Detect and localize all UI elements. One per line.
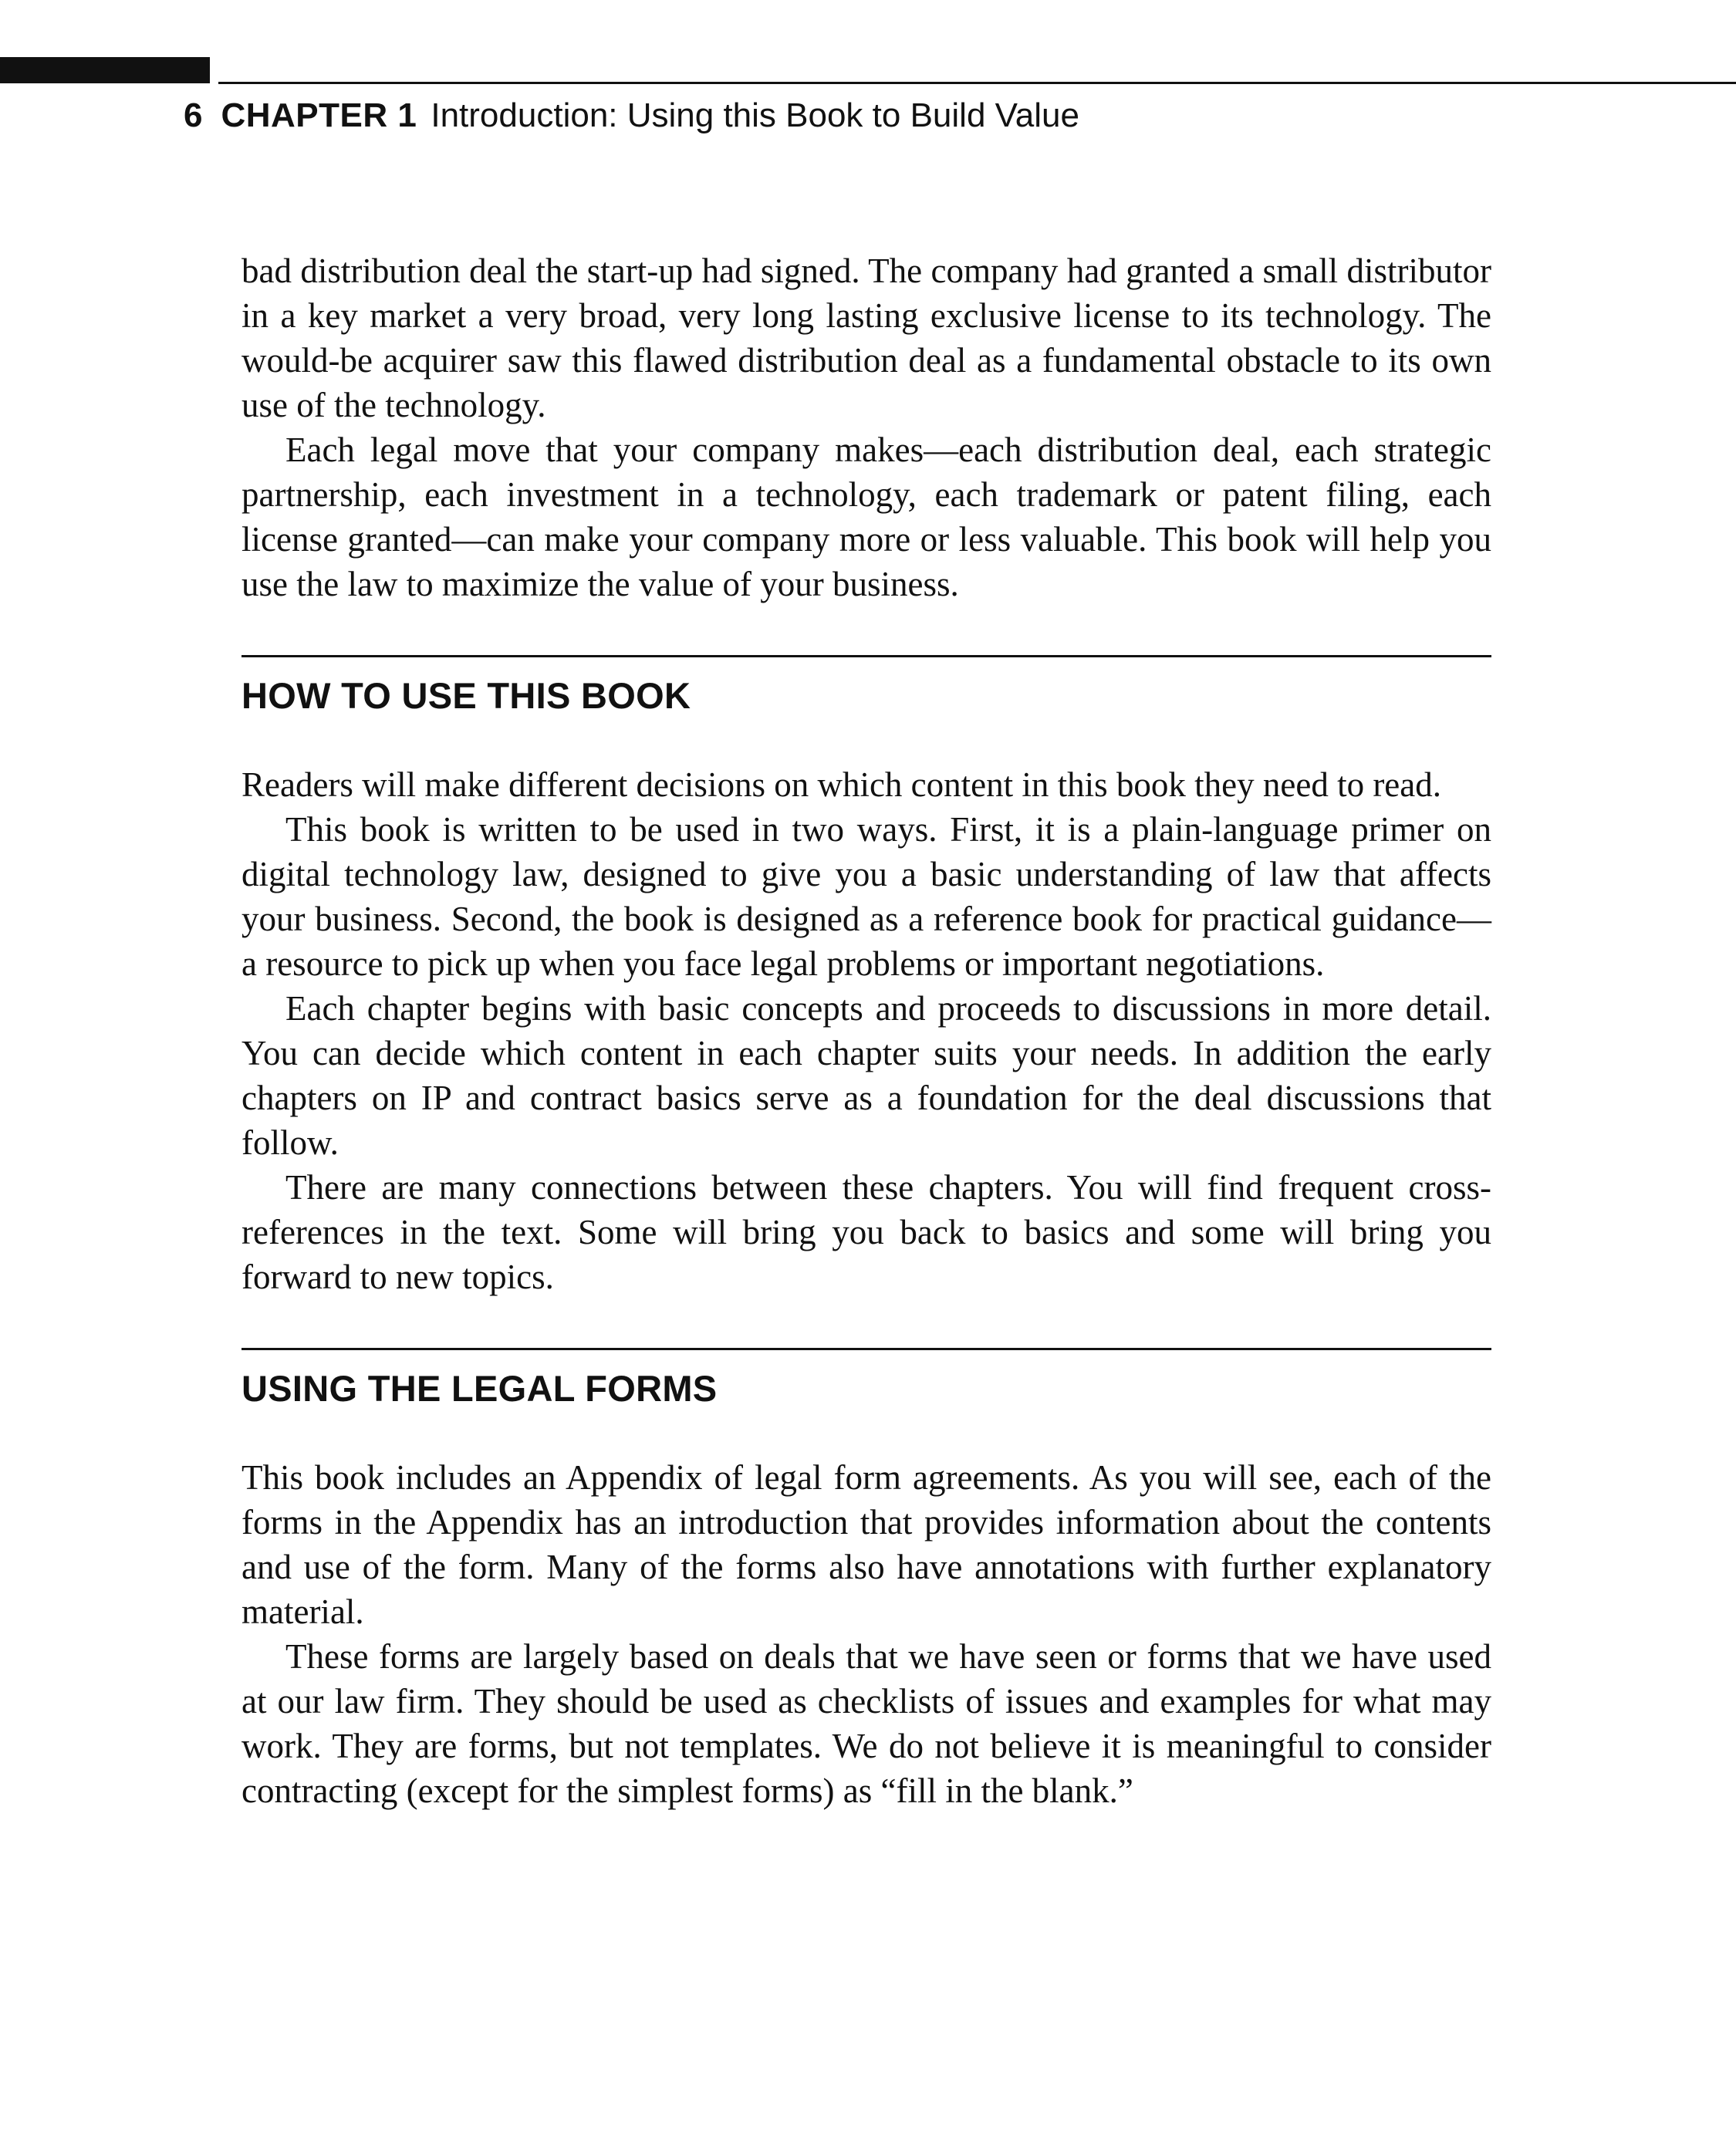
body-paragraph: These forms are largely based on deals that we have seen or forms that we have used at our law firm. They should be used as checklists of issues and examples for what may work. They are forms, but not templates. We do not believe it is meaningful to consider contracting (except for the simplest forms) as “fill in the blank.”: [241, 1637, 1491, 1810]
section-rule: [241, 655, 1491, 657]
page-number: 6: [184, 96, 203, 134]
chapter-label: CHAPTER 1: [221, 96, 417, 134]
body-paragraph: Readers will make different decisions on which content in this book they need to read.: [241, 765, 1442, 804]
body-paragraph: This book includes an Appendix of legal form agreements. As you will see, each of the forms in the Appendix has an introduction that provides information about the contents and use of the form. Many of the forms also have annotations with further explanatory material.: [241, 1458, 1491, 1631]
chapter-title: Introduction: Using this Book to Build Value: [431, 96, 1079, 134]
running-head: [184, 93, 1079, 139]
body-paragraph: Each legal move that your company makes—each distribution deal, each strategic partnership, each investment in a technology, each trademark or patent filing, each license granted—can make your company more or less valuable. This book will help you use the law to maximize the value of your business.: [241, 431, 1491, 603]
body-paragraph: bad distribution deal the start-up had signed. The company had granted a small distributor in a key market a very broad, very long lasting exclusive license to its technology. The would-be acquirer saw this flawed distribution deal as a fundamental obstacle to its own use of the technology.: [241, 252, 1491, 424]
header-rule: [218, 82, 1736, 84]
section-how-to-use: [241, 655, 1491, 1299]
body-paragraph: Each chapter begins with basic concepts and proceeds to discussions in more detail. You can decide which content in each chapter suits your needs. In addition the early chapters on IP and contract basics serve as a foundation for the deal discussions that follow.: [241, 989, 1491, 1162]
header-black-bar: [0, 57, 210, 83]
page-body: [241, 248, 1491, 1813]
body-paragraph: There are many connections between these chapters. You will find frequent cross-references in the text. Some will bring you back to basics and some will bring you forward to new topics.: [241, 1168, 1491, 1296]
section-rule: [241, 1348, 1491, 1350]
section-legal-forms: [241, 1348, 1491, 1813]
body-paragraph: This book is written to be used in two ways. First, it is a plain-language primer on digital technology law, designed to give you a basic understanding of law that affects your business. Second, the book is designed as a reference book for practical guidance—a resource to pick up when you face legal problems or important negotiations.: [241, 810, 1491, 983]
section-heading: USING THE LEGAL FORMS: [241, 1368, 718, 1409]
section-heading: HOW TO USE THIS BOOK: [241, 675, 691, 716]
